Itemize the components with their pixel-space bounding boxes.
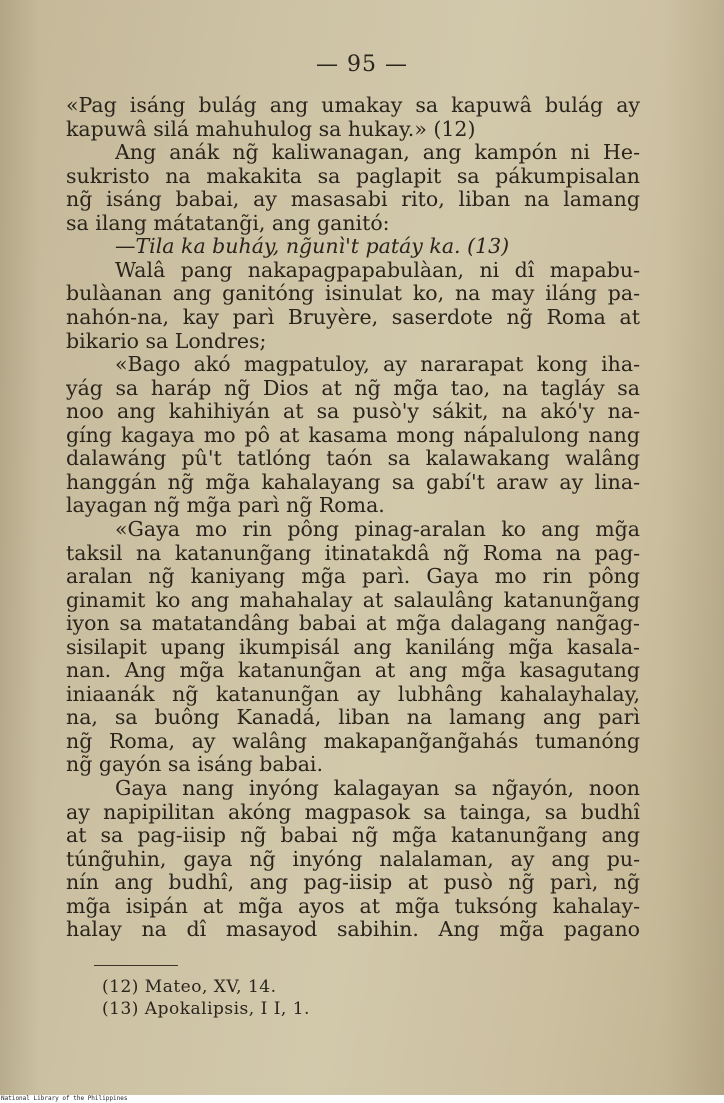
text-line: sa ilang mátatang̃i, ang ganitó: bbox=[66, 210, 390, 235]
text-line: dalawáng pû't tatlóng taón sa kalawakang walâng bbox=[66, 446, 640, 471]
text-line: mg̃a isipán at mg̃a ayos at mg̃a tuksóng kahalay- bbox=[66, 893, 640, 918]
footnote-12: (12) Mateo, XV, 14. bbox=[102, 977, 277, 997]
text-line: ng̃ gayón sa isáng babai. bbox=[66, 752, 323, 777]
text-line: nahón-na, kay parì Bruyère, saserdote ng̃ Roma at bbox=[66, 305, 640, 329]
text-line: nín ang budhî, ang pag-iisip at pusò ng̃ parì, ng̃ bbox=[66, 870, 640, 895]
credit-bar bbox=[0, 1095, 724, 1103]
footnote-13: (13) Apokalipsis, I I, 1. bbox=[102, 999, 310, 1019]
text-line: Gaya nang inyóng kalagayan sa ng̃ayón, noon bbox=[115, 776, 640, 800]
text-line: gíng kagaya mo pô at kasama mong nápalulong nang bbox=[66, 422, 640, 447]
text-line: —Tila ka buháy, ng̃unì't patáy ka. (13) bbox=[115, 234, 510, 259]
text-line: ng̃ Roma, ay walâng makapang̃ang̃ahás tumanóng bbox=[66, 728, 640, 753]
text-line: ng̃ isáng babai, ay masasabi rito, liban na lamang bbox=[66, 187, 640, 212]
text-line: túng̃uhin, gaya ng̃ inyóng nalalaman, ay ang pu- bbox=[66, 846, 640, 871]
text-line: na, sa buông Kanadá, liban na lamang ang parì bbox=[66, 705, 640, 730]
text-line: iniaanák ng̃ katanung̃an ay lubhâng kahalayhalay, bbox=[66, 681, 640, 706]
text-line: «Pag isáng bulág ang umakay sa kapuwâ bulág ay bbox=[66, 93, 640, 117]
text-line: ay napipilitan akóng magpasok sa tainga, sa budhî bbox=[66, 799, 640, 824]
text-line: ginamit ko ang mahahalay at salaulâng katanung̃ang bbox=[66, 587, 640, 612]
text-line: kapuwâ silá mahuhulog sa hukay.» (12) bbox=[66, 116, 476, 141]
text-line: Walâ pang nakapagpapabulàan, ni dî mapabu- bbox=[115, 257, 640, 282]
text-line: noo ang kahihiyán at sa pusò'y sákit, na akó'y na- bbox=[66, 399, 640, 424]
library-credit: National Library of the Philippines bbox=[1, 1095, 128, 1102]
text-line: yág sa haráp ng̃ Dios at ng̃ mg̃a tao, na tagláy sa bbox=[66, 375, 640, 400]
text-line: nan. Ang mg̃a katanung̃an at ang mg̃a kasagutang bbox=[66, 658, 640, 683]
page-shadow-left bbox=[0, 0, 40, 1095]
page-shadow-right bbox=[664, 0, 724, 1095]
text-line: hanggán ng̃ mg̃a kahalayang sa gabí't araw ay lina- bbox=[66, 469, 640, 494]
text-line: bulàanan ang ganitóng isinulat ko, na may iláng pa- bbox=[66, 281, 640, 306]
text-line: bikario sa Londres; bbox=[66, 328, 267, 353]
text-line: aralan ng̃ kaniyang mg̃a parì. Gaya mo rin pông bbox=[66, 564, 640, 588]
page-number: — 95 — bbox=[316, 52, 408, 77]
text-line: at sa pag-iisip ng̃ babai ng̃ mg̃a katanung̃ang ang bbox=[66, 823, 640, 848]
text-line: «Bago akó magpatuloy, ay nararapat kong iha- bbox=[115, 352, 640, 377]
footnote-rule bbox=[94, 965, 178, 966]
text-line: taksil na katanung̃ang itinatakdâ ng̃ Roma na pag- bbox=[66, 540, 640, 565]
text-line: sukristo na makakita sa paglapit sa pákumpisalan bbox=[66, 163, 640, 188]
text-line: «Gaya mo rin pông pinag-aralan ko ang mg̃a bbox=[115, 516, 640, 541]
text-line: halay na dî masayod sabihin. Ang mg̃a pagano bbox=[66, 917, 640, 942]
text-line: Ang anák ng̃ kaliwanagan, ang kampón ni He- bbox=[115, 140, 640, 165]
text-line: sisilapit upang ikumpisál ang kaniláng mg̃a kasala- bbox=[66, 634, 640, 659]
text-line: iyon sa matatandâng babai at mg̃a dalagang nang̃ag- bbox=[66, 611, 640, 636]
text-line: layagan ng̃ mg̃a parì ng̃ Roma. bbox=[66, 493, 385, 518]
